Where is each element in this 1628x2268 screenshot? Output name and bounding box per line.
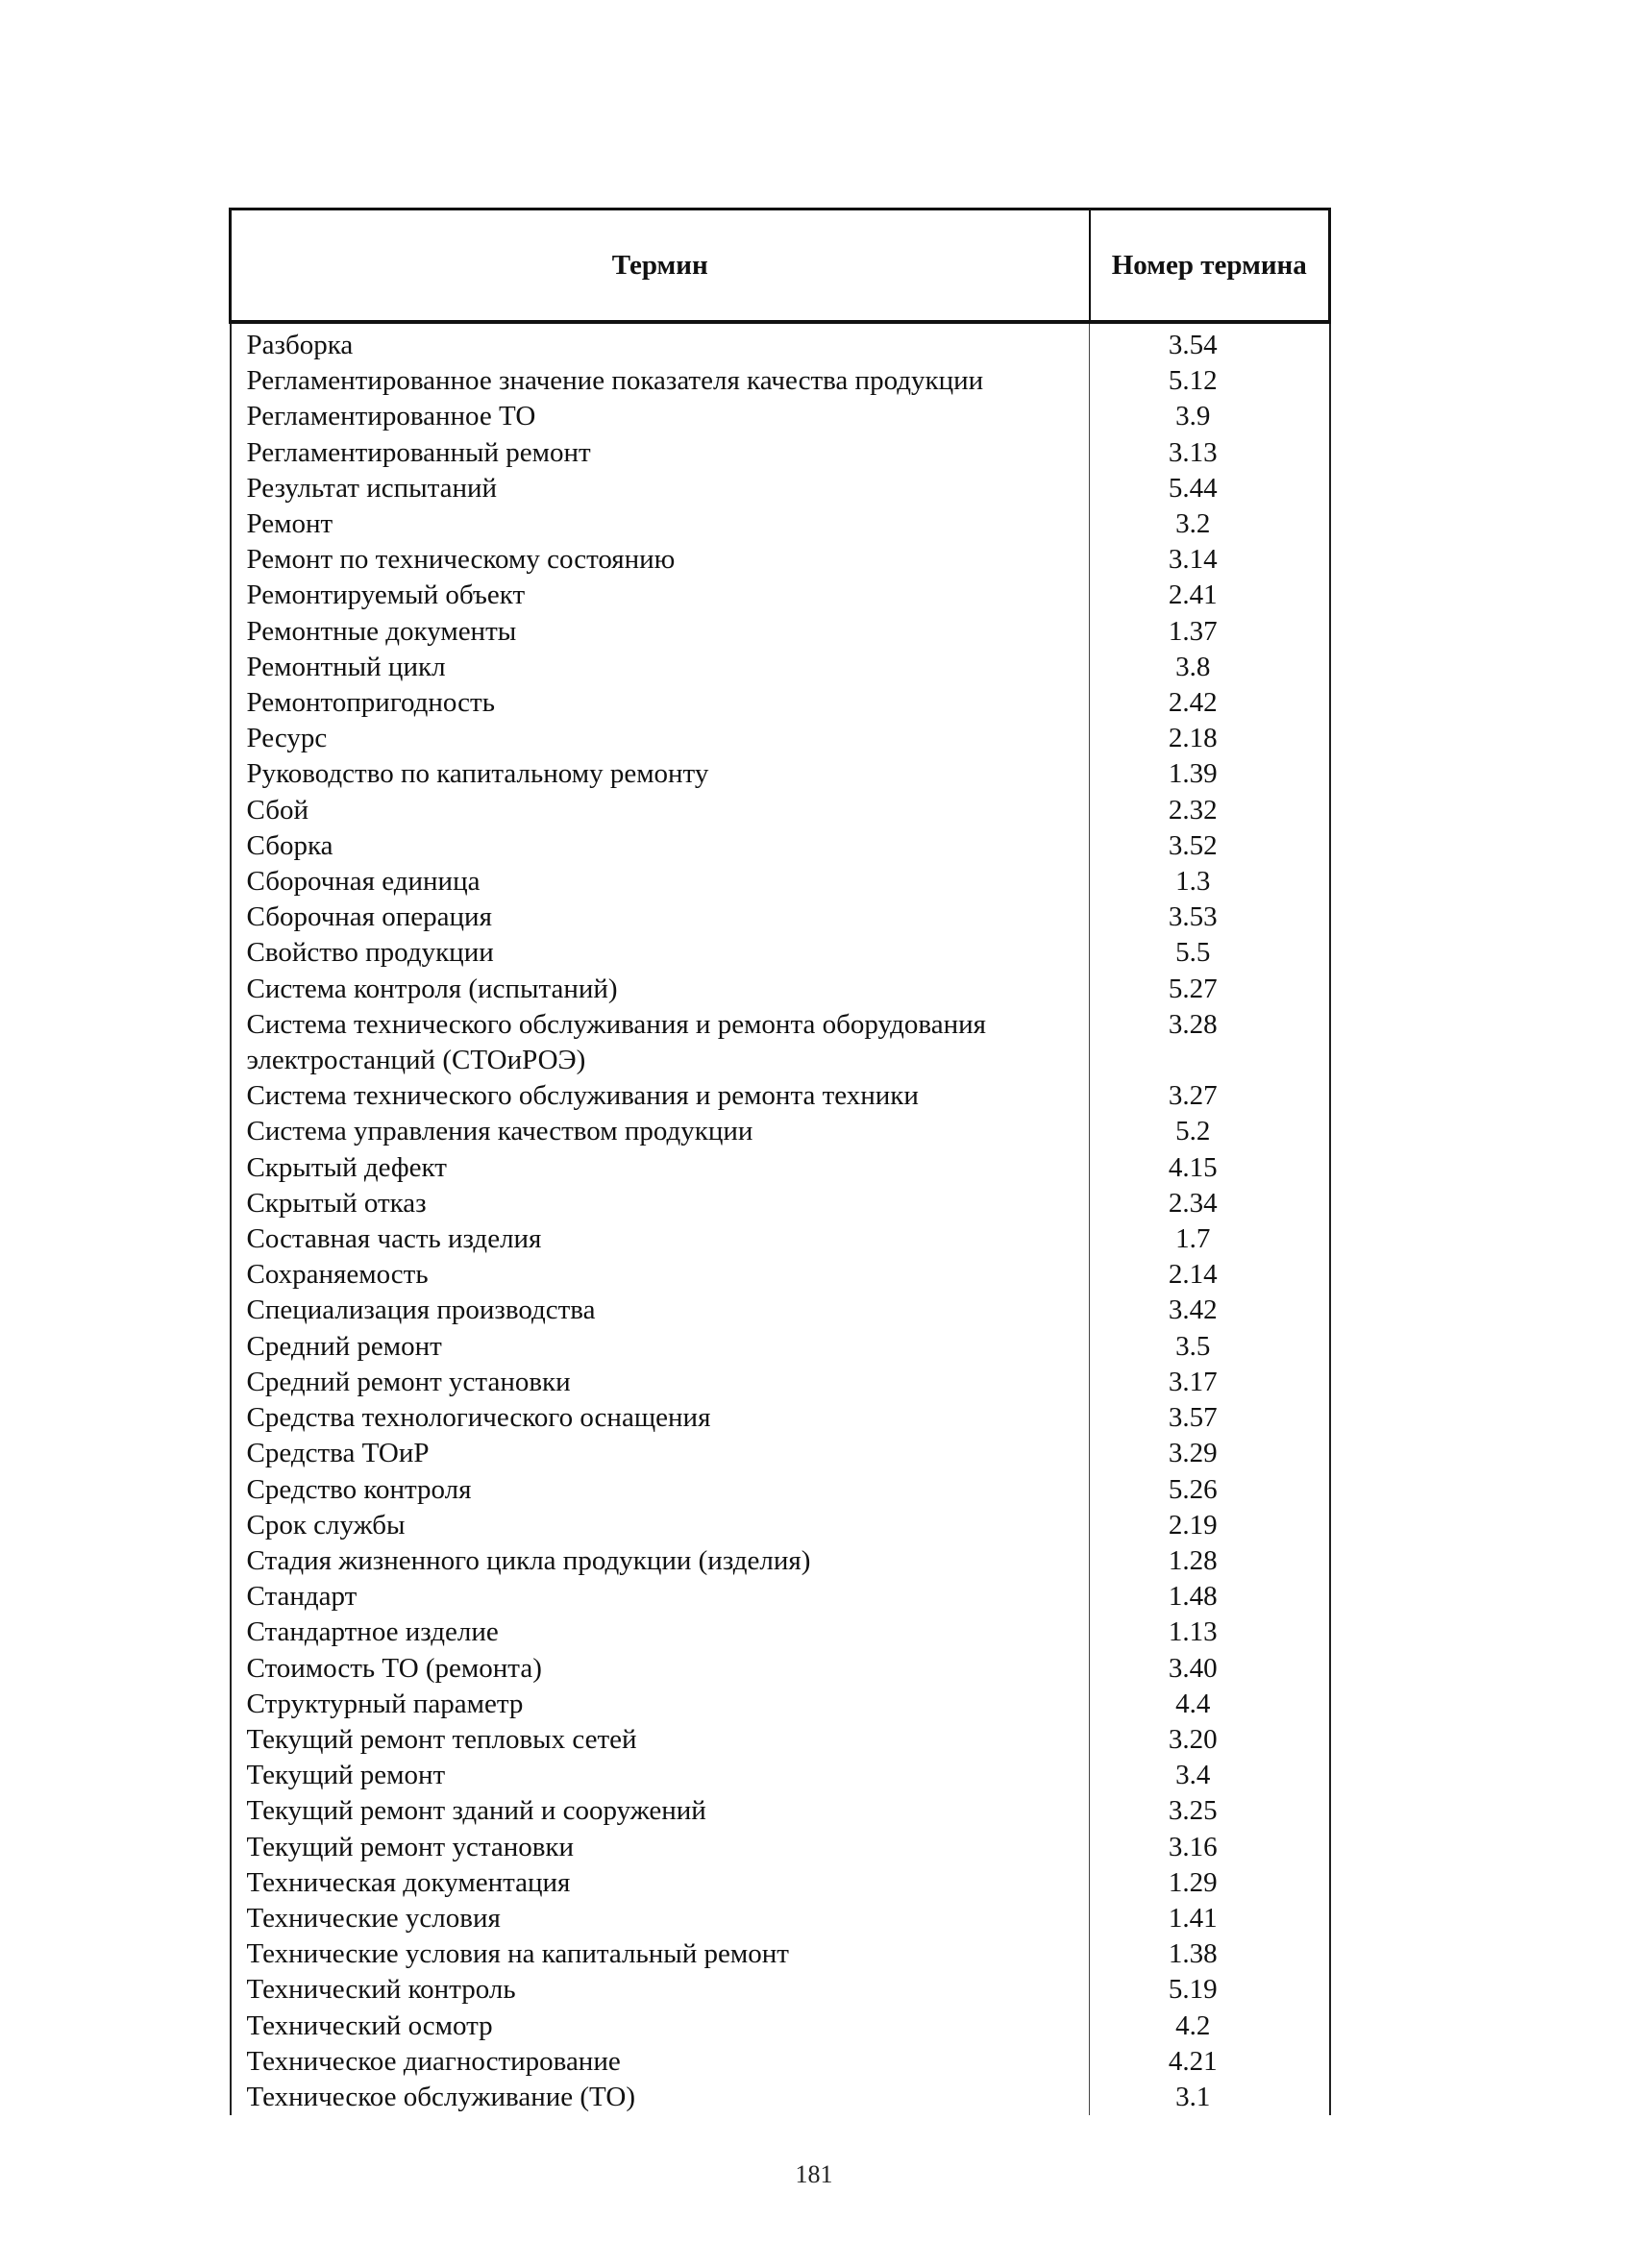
table-row (231, 685, 1330, 721)
term-number-cell: 2.42 (1090, 685, 1330, 721)
term-cell: Ремонт по техническому состоянию (231, 542, 1090, 578)
table-row (231, 1651, 1330, 1687)
term-cell: Специализация производства (231, 1293, 1090, 1328)
term-cell: Стадия жизненного цикла продукции (изделия) (231, 1543, 1090, 1579)
table-row (231, 1508, 1330, 1543)
term-number-cell: 4.21 (1090, 2044, 1330, 2080)
term-cell: Сборочная операция (231, 900, 1090, 935)
term-cell: Текущий ремонт тепловых сетей (231, 1722, 1090, 1758)
term-number-cell: 5.2 (1090, 1114, 1330, 1149)
term-number-cell: 3.53 (1090, 900, 1330, 935)
table-row (231, 1329, 1330, 1365)
table-row (231, 1722, 1330, 1758)
table-row (231, 793, 1330, 828)
term-number-cell: 3.25 (1090, 1793, 1330, 1829)
table-row (231, 721, 1330, 756)
term-cell: Стоимость ТО (ремонта) (231, 1651, 1090, 1687)
term-number-cell: 3.27 (1090, 1078, 1330, 1114)
term-number-cell: 1.39 (1090, 756, 1330, 792)
term-number-cell: 1.28 (1090, 1543, 1330, 1579)
term-cell: Стандартное изделие (231, 1615, 1090, 1650)
term-cell: Разборка (231, 322, 1090, 363)
term-cell: Свойство продукции (231, 935, 1090, 971)
term-number-cell: 3.52 (1090, 828, 1330, 864)
table-row (231, 972, 1330, 1007)
term-cell: Техническое диагностирование (231, 2044, 1090, 2080)
term-cell: Система технического обслуживания и ремонта оборудования электростанций (СТОиРОЭ) (231, 1007, 1090, 1078)
term-number-cell: 1.41 (1090, 1901, 1330, 1936)
terms-index-table (229, 208, 1331, 2115)
term-number-cell: 1.3 (1090, 864, 1330, 900)
term-cell: Технические условия (231, 1901, 1090, 1936)
table-row (231, 1758, 1330, 1793)
header-term: Термин (231, 210, 1090, 323)
term-number-cell: 2.34 (1090, 1186, 1330, 1221)
term-cell: Регламентированное значение показателя качества продукции (231, 363, 1090, 399)
table-row (231, 1221, 1330, 1257)
term-cell: Сборка (231, 828, 1090, 864)
term-number-cell: 3.54 (1090, 322, 1330, 363)
term-cell: Средства технологического оснащения (231, 1400, 1090, 1436)
table-row (231, 471, 1330, 506)
term-cell: Результат испытаний (231, 471, 1090, 506)
term-cell: Средний ремонт установки (231, 1365, 1090, 1400)
table-row (231, 614, 1330, 650)
term-number-cell: 1.38 (1090, 1936, 1330, 1972)
term-number-cell: 3.8 (1090, 650, 1330, 685)
table-row (231, 1186, 1330, 1221)
term-number-cell: 5.44 (1090, 471, 1330, 506)
table-row (231, 399, 1330, 434)
term-number-cell: 2.41 (1090, 578, 1330, 613)
term-cell: Система контроля (испытаний) (231, 972, 1090, 1007)
term-number-cell: 4.15 (1090, 1150, 1330, 1186)
term-cell: Текущий ремонт установки (231, 1830, 1090, 1865)
term-number-cell: 3.1 (1090, 2080, 1330, 2115)
term-cell: Средство контроля (231, 1472, 1090, 1508)
term-number-cell: 2.14 (1090, 1257, 1330, 1293)
term-cell: Ремонтный цикл (231, 650, 1090, 685)
table-row (231, 650, 1330, 685)
term-cell: Техническое обслуживание (ТО) (231, 2080, 1090, 2115)
table-row (231, 1543, 1330, 1579)
table-row (231, 322, 1330, 363)
term-number-cell: 1.48 (1090, 1579, 1330, 1615)
table-row (231, 1472, 1330, 1508)
term-number-cell: 2.18 (1090, 721, 1330, 756)
term-cell: Технический контроль (231, 1972, 1090, 2008)
table-row (231, 900, 1330, 935)
term-cell: Технический осмотр (231, 2009, 1090, 2044)
page-number: 181 (795, 2160, 833, 2188)
table-row (231, 1400, 1330, 1436)
table-row (231, 828, 1330, 864)
table-row (231, 1365, 1330, 1400)
table-row (231, 1687, 1330, 1722)
term-number-cell: 5.5 (1090, 935, 1330, 971)
term-number-cell: 3.4 (1090, 1758, 1330, 1793)
table-row (231, 1936, 1330, 1972)
term-number-cell: 3.2 (1090, 506, 1330, 542)
table-row (231, 1615, 1330, 1650)
term-cell: Система управления качеством продукции (231, 1114, 1090, 1149)
term-cell: Ремонтируемый объект (231, 578, 1090, 613)
term-number-cell: 3.20 (1090, 1722, 1330, 1758)
term-number-cell: 3.9 (1090, 399, 1330, 434)
term-cell: Руководство по капитальному ремонту (231, 756, 1090, 792)
term-number-cell: 1.29 (1090, 1865, 1330, 1901)
table-row (231, 1865, 1330, 1901)
term-cell: Текущий ремонт (231, 1758, 1090, 1793)
term-number-cell: 3.29 (1090, 1436, 1330, 1471)
table-row (231, 935, 1330, 971)
term-number-cell: 3.16 (1090, 1830, 1330, 1865)
term-cell: Технические условия на капитальный ремонт (231, 1936, 1090, 1972)
term-number-cell: 1.7 (1090, 1221, 1330, 1257)
term-number-cell: 5.12 (1090, 363, 1330, 399)
document-page (229, 208, 1328, 2120)
term-cell: Ремонт (231, 506, 1090, 542)
term-cell: Система технического обслуживания и ремонта техники (231, 1078, 1090, 1114)
term-cell: Техническая документация (231, 1865, 1090, 1901)
term-cell: Структурный параметр (231, 1687, 1090, 1722)
table-row (231, 1901, 1330, 1936)
table-row (231, 1114, 1330, 1149)
term-cell: Скрытый дефект (231, 1150, 1090, 1186)
term-number-cell: 3.28 (1090, 1007, 1330, 1078)
term-cell: Ремонтопригодность (231, 685, 1090, 721)
header-row (231, 210, 1330, 323)
table-row (231, 1972, 1330, 2008)
table-row (231, 864, 1330, 900)
table-row (231, 1830, 1330, 1865)
term-number-cell: 3.14 (1090, 542, 1330, 578)
term-number-cell: 3.42 (1090, 1293, 1330, 1328)
table-row (231, 1436, 1330, 1471)
term-number-cell: 3.13 (1090, 435, 1330, 471)
term-number-cell: 3.40 (1090, 1651, 1330, 1687)
table-row (231, 2009, 1330, 2044)
term-cell: Ресурс (231, 721, 1090, 756)
table-row (231, 2080, 1330, 2115)
term-cell: Стандарт (231, 1579, 1090, 1615)
term-number-cell: 2.19 (1090, 1508, 1330, 1543)
term-cell: Составная часть изделия (231, 1221, 1090, 1257)
term-cell: Сохраняемость (231, 1257, 1090, 1293)
table-row (231, 578, 1330, 613)
table-row (231, 756, 1330, 792)
table-row (231, 542, 1330, 578)
table-row (231, 1007, 1330, 1078)
term-number-cell: 5.27 (1090, 972, 1330, 1007)
term-number-cell: 2.32 (1090, 793, 1330, 828)
table-body (231, 322, 1330, 2115)
term-number-cell: 4.2 (1090, 2009, 1330, 2044)
term-cell: Скрытый отказ (231, 1186, 1090, 1221)
table-row (231, 2044, 1330, 2080)
table-row (231, 1078, 1330, 1114)
table-header (231, 210, 1330, 323)
term-number-cell: 1.13 (1090, 1615, 1330, 1650)
term-cell: Регламентированный ремонт (231, 435, 1090, 471)
table-row (231, 1293, 1330, 1328)
term-cell: Средний ремонт (231, 1329, 1090, 1365)
table-row (231, 363, 1330, 399)
term-number-cell: 3.57 (1090, 1400, 1330, 1436)
table-row (231, 1579, 1330, 1615)
term-number-cell: 5.26 (1090, 1472, 1330, 1508)
table-row (231, 1793, 1330, 1829)
term-cell: Сбой (231, 793, 1090, 828)
term-number-cell: 3.17 (1090, 1365, 1330, 1400)
term-number-cell: 5.19 (1090, 1972, 1330, 2008)
header-number: Номер термина (1090, 210, 1330, 323)
term-cell: Текущий ремонт зданий и сооружений (231, 1793, 1090, 1829)
table-row (231, 1150, 1330, 1186)
term-cell: Сборочная единица (231, 864, 1090, 900)
term-number-cell: 3.5 (1090, 1329, 1330, 1365)
term-cell: Средства ТОиР (231, 1436, 1090, 1471)
term-cell: Срок службы (231, 1508, 1090, 1543)
term-number-cell: 1.37 (1090, 614, 1330, 650)
table-row (231, 1257, 1330, 1293)
term-number-cell: 4.4 (1090, 1687, 1330, 1722)
table-row (231, 435, 1330, 471)
table-row (231, 506, 1330, 542)
term-cell: Регламентированное ТО (231, 399, 1090, 434)
term-cell: Ремонтные документы (231, 614, 1090, 650)
